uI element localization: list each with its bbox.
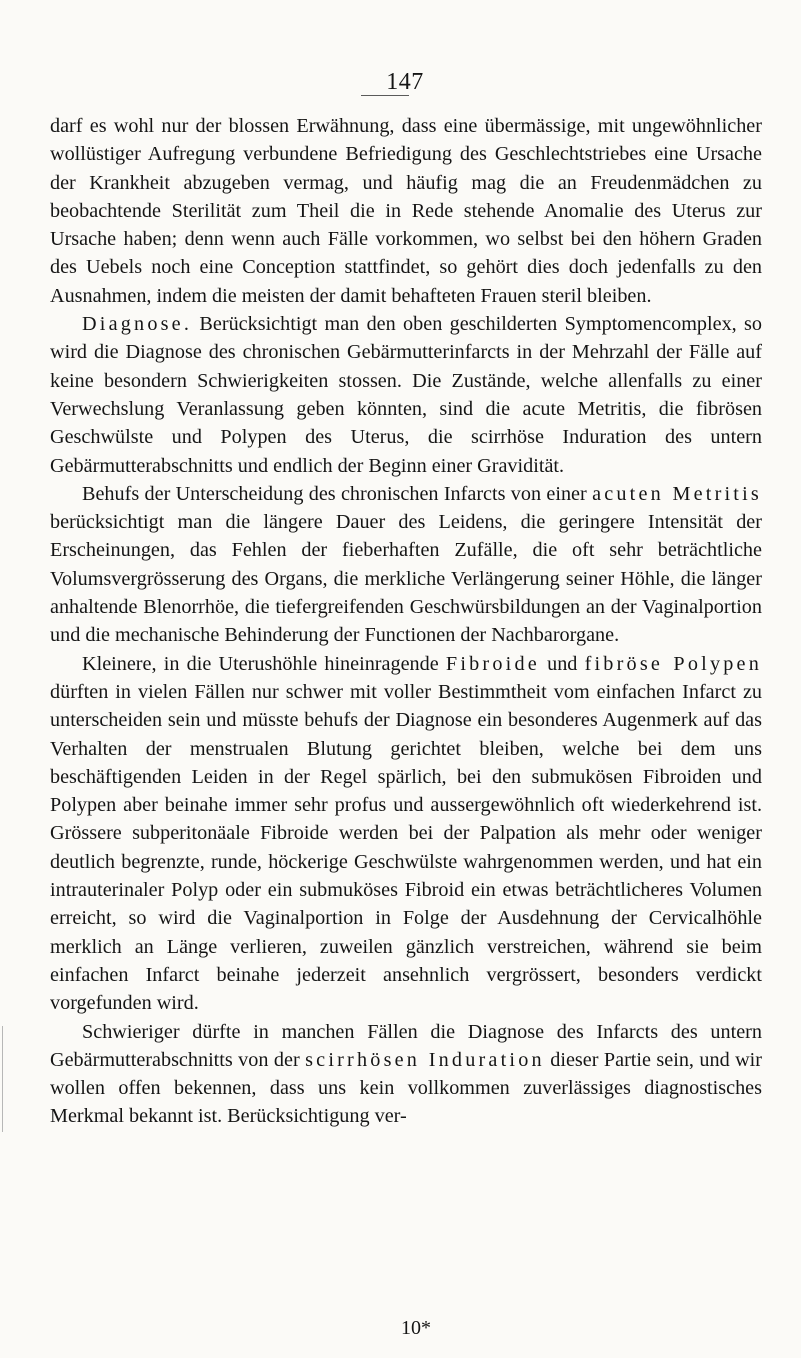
paragraph-text: Behufs der Unterscheidung des chronischen Infarcts von einer bbox=[82, 482, 593, 505]
emphasis-acute-metritis: acuten Metritis bbox=[592, 482, 762, 505]
paragraph-text: berücksichtigt man die längere Dauer des Leidens, die geringere Intensität der Erscheinungen, das Fehlen der fieberhaften Zufälle, die oft sehr beträchtliche Volumsvergrösserung des Organs, die merkliche Verlängerung seiner Höhle, die länger anhaltende Blenorrhöe, die tiefergreifenden Geschwürsbildungen an der Vaginalportion und die mechanische Behinderung der Functionen der Nachbarorgane. bbox=[50, 511, 762, 647]
paragraph-text: Schwieriger dürfte in manchen Fällen die Diagnose des Infarcts des untern Gebärmutterabschnitts von der bbox=[50, 1020, 762, 1071]
emphasis-fibroese-polypen: fibröse Polypen bbox=[584, 652, 763, 675]
emphasis-fibroide: Fibroide bbox=[445, 652, 540, 675]
paragraph-text: darf es wohl nur der blossen Erwähnung, dass eine übermässige, mit ungewöhnlicher wollüstiger Aufregung verbundene Befriedigung des Geschlechtstriebes eine Ursache der Krankheit abzugeben vermag, und häufig mag die an Freudenmädchen zu beobachtende Sterilität zum Theil die in Rede stehende Anomalie des Uterus zur Ursache haben; denn wenn auch Fälle vorkommen, wo selbst bei den höhern Graden des Uebels noch eine Conception stattfindet, so gehört dies doch jedenfalls zu den Ausnahmen, indem die meisten der damit behafteten Frauen steril bleiben. bbox=[50, 115, 762, 307]
paragraph-text: Kleinere, in die Uterushöhle hineinragende bbox=[82, 652, 446, 675]
printer-signature: 10* bbox=[401, 1317, 431, 1339]
paragraph-diagnosis bbox=[50, 310, 762, 480]
scan-edge-mark bbox=[2, 1026, 3, 1132]
paragraph-text: dürften in vielen Fällen nur schwer mit voller Bestimmtheit vom einfachen Infarct zu unterscheiden sein und müsste behufs der Diagnose ein besonderes Augenmerk auf das Verhalten der menstrualen Blutung gerichtet bleiben, welche bei dem uns beschäftigenden Leiden in der Regel spärlich, bei den submukösen Fibroiden und Polypen aber beinahe immer sehr profus und aussergewöhnlich oft wiederkehrend ist. Grössere subperitonäale Fibroide werden bei der Palpation als mehr oder weniger deutlich begrenzte, runde, höckerige Geschwülste wahrgenommen werden, und hat ein intrauterinaler Polyp oder ein submuköses Fibroid ein etwas beträchtlicheres Volumen erreicht, so wird die Vaginalportion in Folge der Ausdehnung der Cervicalhöhle merklich an Länge verlieren, zuweilen gänzlich verstreichen, während sie beim einfachen Infarct beinahe jederzeit ansehnlich vergrössert, besonders verdickt vorgefunden wird. bbox=[50, 680, 762, 1015]
paragraph-fibroids bbox=[50, 650, 762, 1018]
page-number: 147 bbox=[386, 69, 424, 95]
header-rule bbox=[361, 95, 409, 96]
paragraph-acute-metritis bbox=[50, 480, 762, 650]
section-heading-diagnose: Diagnose. bbox=[82, 313, 193, 336]
paragraph-scirrhous-induration bbox=[50, 1018, 762, 1131]
paragraph-text: und bbox=[539, 652, 585, 675]
paragraph-text: dieser Partie sein, und wir wollen offen bekennen, dass uns kein vollkommen zuverlässiges diagnostisches Merkmal bekannt ist. Berücksichtigung ver- bbox=[50, 1048, 763, 1128]
paragraph-continuation bbox=[50, 112, 762, 310]
body-text bbox=[50, 112, 762, 1131]
paragraph-text: Berücksichtigt man den oben geschilderten Symptomencomplex, so wird die Diagnose des chronischen Gebärmutterinfarcts in der Mehrzahl der Fälle auf keine besondern Schwierigkeiten stossen. Die Zustände, welche allenfalls zu einer Verwechslung Veranlassung geben könnten, sind die acute Metritis, die fibrösen Geschwülste und Polypen des Uterus, die scirrhöse Induration des untern Gebärmutterabschnitts und endlich der Beginn einer Gravidität. bbox=[50, 313, 762, 477]
emphasis-scirrhoese-induration: scirrhösen Induration bbox=[305, 1048, 545, 1071]
